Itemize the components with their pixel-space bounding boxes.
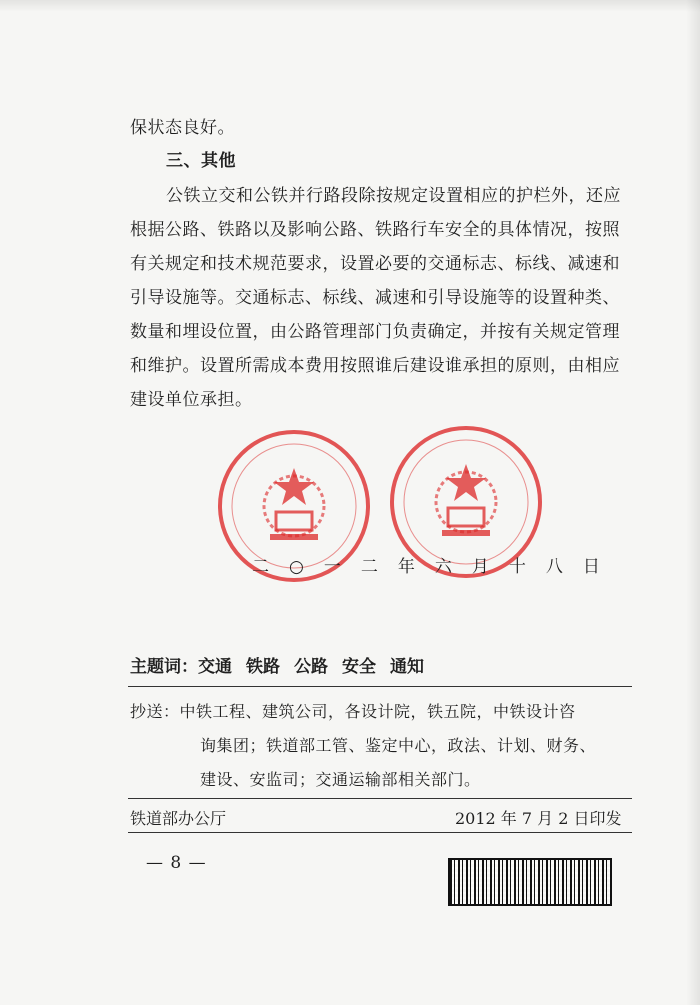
paragraph-line: 引导设施等。交通标志、标线、减速和引导设施等的设置种类、 — [130, 288, 620, 308]
section-heading: 三、其他 — [166, 151, 236, 171]
cc-line: 询集团；铁道部工管、鉴定中心，政法、计划、财务、 — [200, 736, 597, 755]
barcode-image — [448, 858, 612, 906]
body-line-continuation: 保状态良好。 — [130, 118, 235, 138]
keyword: 通知 — [390, 657, 424, 677]
paragraph-line: 公铁立交和公铁并行路段除按规定设置相应的护栏外，还应 — [166, 186, 621, 206]
issue-date: 二○一二年六月十八日 — [252, 557, 620, 577]
keywords-label: 主题词： — [130, 657, 198, 677]
scan-top-shadow — [0, 0, 700, 12]
paragraph-line: 建设单位承担。 — [130, 390, 253, 410]
divider-bottom — [128, 832, 632, 833]
keyword: 安全 — [342, 657, 376, 677]
subject-keywords — [130, 652, 424, 677]
page-number: — 8 — — [146, 853, 207, 873]
cc-line: 建设、安监司；交通运输部相关部门。 — [200, 770, 481, 789]
cc-line: 抄送：中铁工程、建筑公司，各设计院，铁五院，中铁设计咨 — [130, 702, 576, 721]
paragraph-line: 有关规定和技术规范要求，设置必要的交通标志、标线、减速和 — [130, 254, 620, 274]
paragraph-line: 数量和埋设位置，由公路管理部门负责确定，并按有关规定管理 — [130, 322, 620, 342]
divider-top — [128, 686, 632, 687]
divider-middle — [128, 798, 632, 799]
print-date: 2012 年 7 月 2 日印发 — [455, 809, 622, 828]
issuing-office: 铁道部办公厅 — [130, 809, 227, 828]
paragraph-line: 根据公路、铁路以及影响公路、铁路行车安全的具体情况，按照 — [130, 220, 620, 240]
keyword: 公路 — [294, 657, 328, 677]
keyword: 铁路 — [246, 657, 280, 677]
keyword: 交通 — [198, 657, 232, 677]
paragraph-line: 和维护。设置所需成本费用按照谁后建设谁承担的原则，由相应 — [130, 356, 620, 376]
scan-right-shadow — [686, 0, 700, 1005]
